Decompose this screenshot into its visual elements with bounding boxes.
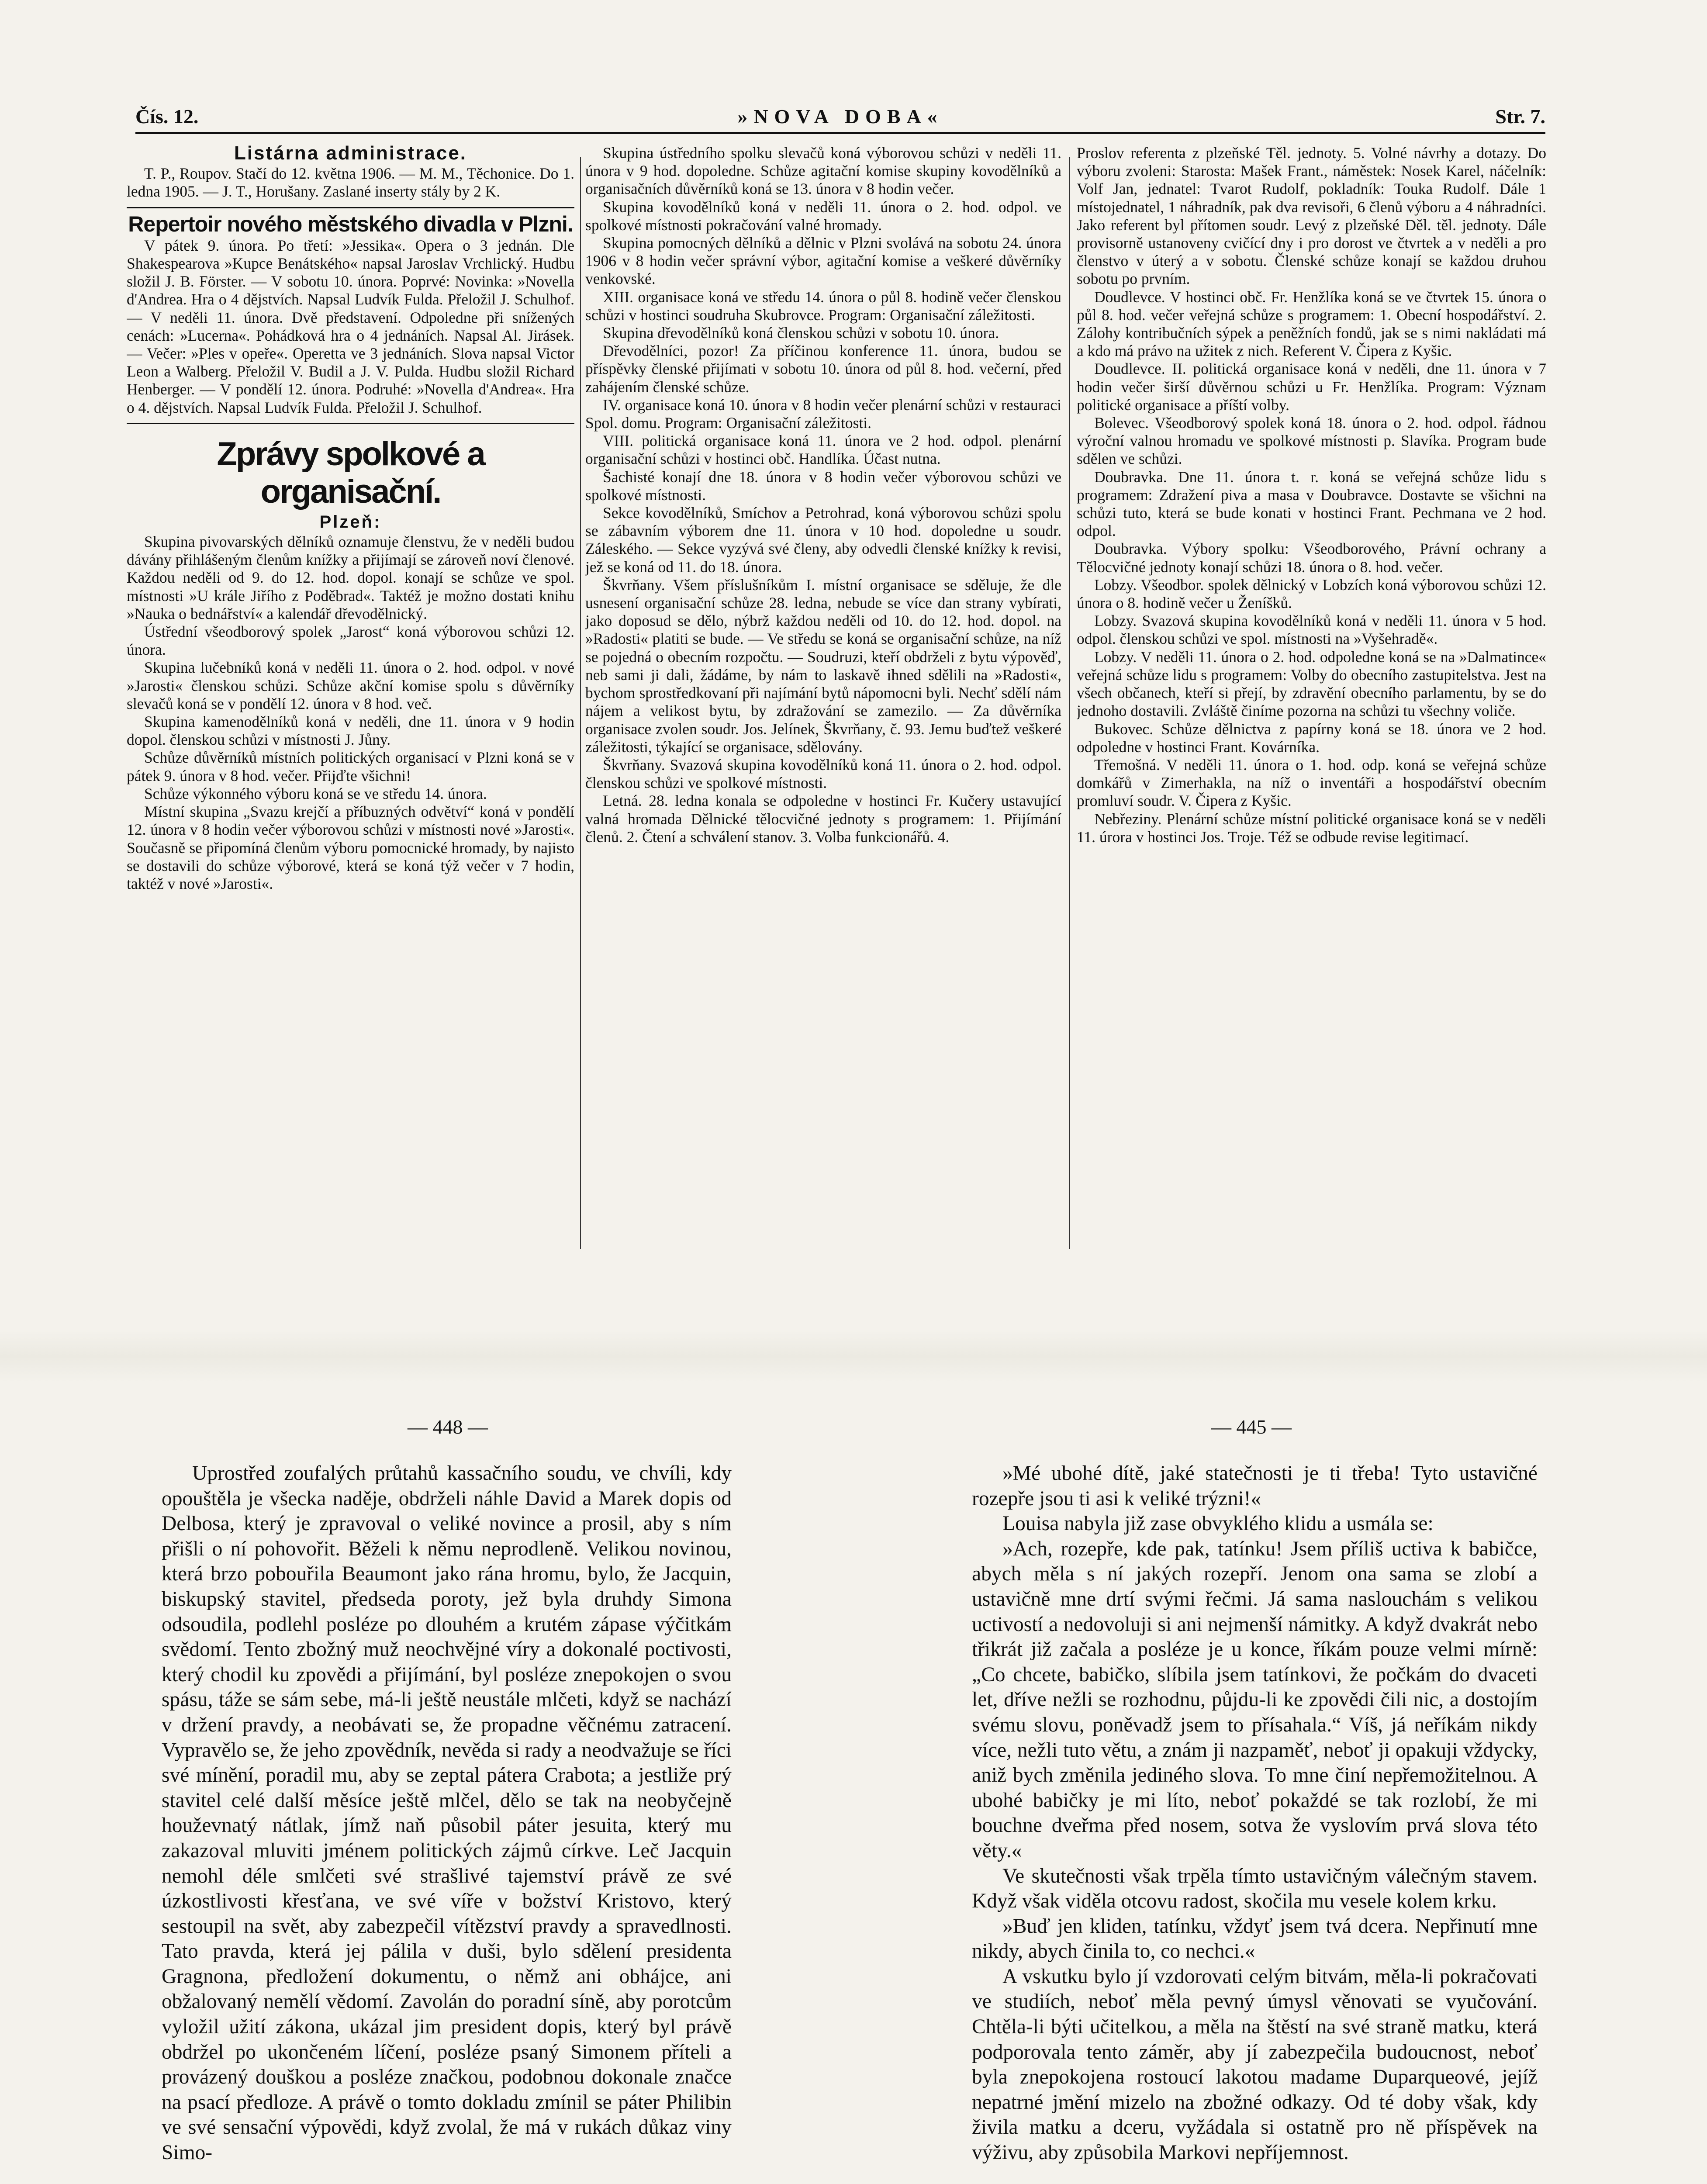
notice: Skupina kovodělníků koná v neděli 11. února o 2. hod. odpol. ve spolkové místnosti pokračování valné hromady. [585, 198, 1061, 234]
notice: Letná. 28. ledna konala se odpoledne v hostinci Fr. Kučery ustavující valná hromada Dělnické tělocvičné jednoty s programem: 1. Přijímání členů. 2. Čtení a schválení stanov. 3. Volba funkcionářů. 4. [585, 792, 1061, 846]
novel-paragraph: A vskutku bylo jí vzdorovati celým bitvám, měla-li pokračovati ve studiích, neboť měla pevný úmysl věnovati se vyučování. Chtěla-li býti učitelkou, a měla na štěstí na své straně matku, která podporovala tento záměr, aby jí zabezpečila budoucnost, neboť byla znepokojena rostoucí lakotou madame Duparqueové, jejíž nepatrné jmění mizelo na zbožné odkazy. Od té doby však, kdy živila matku a dceru, vyžádala si ostatně pro ně příspěvek na výživu, aby způsobila Markovi nepříjemnost. [972, 1965, 1538, 2164]
notice: Skupina pivovarských dělníků oznamuje členstvu, že v neděli budou dávány přihlášeným členům knížky a přijímají se zároveň noví členové. Každou neděli od 9. do 12. hod. dopol. konají se schůze ve spol. místnosti »U krále Jiřího z Poděbrad«. Taktéž je možno dostati knihu »Nauka o bednářství« a kalendář dřevodělnický. [127, 533, 574, 622]
notice: Doubravka. Dne 11. února t. r. koná se veřejná schůze lidu s programem: Zdražení piva a masa v Doubravce. Dostavte se všichni na schůzi tuto, která se bude konati v hostinci Frant. Pechmana ve 2 hod. odpol. [1077, 468, 1546, 540]
notice: Doubravka. Výbory spolku: Všeodborového, Právní ochrany a Tělocvičné jednoty konají schůzi 18. února o 8. hod. večer. [1077, 540, 1546, 576]
notice: Lobzy. Všeodbor. spolek dělnický v Lobzích koná výborovou schůzi 12. února o 8. hodině večer u Ženíšků. [1077, 576, 1546, 612]
notice: Lobzy. Svazová skupina kovodělníků koná v neděli 11. února v 5 hod. odpol. členskou schůzi ve spol. místnosti na »Vyšehradě«. [1077, 612, 1546, 648]
column-divider [1069, 157, 1070, 1249]
notice: Doudlevce. V hostinci obč. Fr. Henžlíka koná se ve čtvrtek 15. února o půl 8. hod. večer veřejná schůze s programem: 1. Obecní hospodářství. 2. Zálohy kontribučních sýpek a peněžních fondů, jak se s nimi nakládati má a kdo má právo na užitek z nich. Referent V. Čipera z Kyšic. [1077, 288, 1546, 360]
novel-right-page [972, 1461, 1538, 2166]
repertoir-text: V pátek 9. února. Po třetí: »Jessika«. Opera o 3 jednán. Dle Shakespearova »Kupce Benátského« napsal Jaroslav Vrchlický. Hudbu složil J. B. Förster. — V sobotu 10. února. Poprvé: Novinka: »Novella d'Andrea. Hra o 4 dějstvích. Napsal Ludvík Fulda. Přeložil J. Schulhof. — V neděli 11. února. Dvě představení. Odpoledne při snížených cenách: »Lucerna«. Pohádková hra o 4 jednáních. Napsal Al. Jirásek. — Večer: »Ples v opeře«. Operetta ve 3 jednáních. Slova napsal Victor Leon a Walberg. Přeložil V. Budil a J. V. Pulda. Hudbu složil Richard Henberger. — V pondělí 12. února. Podruhé: »Novella d'Andrea«. Hra o 4. dějstvích. Napsal Ludvík Fulda. Přeložil J. Schulhof. [127, 236, 574, 416]
notice: Skupina kamenodělníků koná v neděli, dne 11. února v 9 hodin dopol. členskou schůzi v místnosti J. Jůny. [127, 713, 574, 749]
page-fold [0, 1330, 1707, 1382]
novel-paragraph: »Ach, rozepře, kde pak, tatínku! Jsem příliš uctiva k babičce, abych měla s ní jakých rozepří. Jenom ona sama se zlobí a ustavičně mne drtí svými řečmi. Já sama naslouchám s velikou uctivostí a nedovoluji si ani nejmenší námitky. A když dvakrát nebo třikrát již začala a posléze je u konce, říkám pouze velmi mírně: „Co chcete, babičko, slíbila jsem tatínkovi, že počkám do dvaceti let, dříve nežli se rozhodnu, půjdu-li ke zpovědi čili nic, a dostojím svému slovu, poněvadž jsem to přísahala.“ Víš, já neříkám nikdy více, nežli tuto větu, a znám ji nazpaměť, neboť ji opakuji vždycky, aniž bych změnila jediného slova. To mne činí nepřemožitelnou. A ubohé babičky je mi líto, neboť pokaždé se tak rozlobí, že mi bouchne dveřma před nosem, sotva že vyslovím prvá slova této věty.« [972, 1537, 1538, 1862]
column-3 [1077, 144, 1546, 1289]
notice: Skupina pomocných dělníků a dělnic v Plzni svolává na sobotu 24. února 1906 v 8 hodin večer správní výbor, agitační komise a veškeré důvěrníky venkovské. [585, 234, 1061, 288]
notice: Lobzy. V neděli 11. února o 2. hod. odpoledne koná se na »Dalmatince« veřejná schůze lidu s programem: Volby do obecního zastupitelstva. Jest na všech občanech, kteří si přejí, by zdravění obecního parlamentu, by se do jednoho dostavili. Zvláště činíme pozorna na schůzi tu všechny voliče. [1077, 648, 1546, 720]
novel-left-page [162, 1461, 732, 2166]
notice: Ústřední všeodborový spolek „Jarost“ koná výborovou schůzi 12. února. [127, 623, 574, 659]
novel-paragraph: Ve skutečnosti však trpěla tímto ustavičným válečným stavem. Když však viděla otcovu radost, skočila mu vesele kolem krku. [972, 1864, 1538, 1913]
notice: Sekce kovodělníků, Smíchov a Petrohrad, koná výborovou schůzi spolu se zábavním výborem dne 11. února v 10 hod. dopoledne u soudr. Záleského. — Sekce vyzývá své členy, aby odvedli členské knížky k revisi, jež se koná od 11. do 18. února. [585, 504, 1061, 576]
supplement-page-number-right: — 445 — [1211, 1416, 1292, 1438]
column-divider [580, 157, 581, 1249]
notice: Schůze důvěrníků místních politických organisací v Plzni koná se v pátek 9. února v 8 hod. večer. Přijďte všichni! [127, 749, 574, 784]
novel-paragraph: Louisa nabyla již zase obvyklého klidu a usmála se: [1002, 1512, 1434, 1535]
column-2 [585, 144, 1061, 1289]
notice: IV. organisace koná 10. února v 8 hodin večer plenární schůzi v restauraci Spol. domu. Program: Organisační záležitosti. [585, 396, 1061, 432]
notice: Šachisté konají dne 18. února v 8 hodin večer výborovou schůzi ve spolkové místnosti. [585, 468, 1061, 504]
plzen-heading: Plzeň: [319, 512, 382, 532]
section-rule [127, 207, 574, 208]
column-1 [127, 144, 574, 1289]
novel-paragraph: »Buď jen kliden, tatínku, vždyť jsem tvá dcera. Nepřinutí mne nikdy, abych činila to, co nechci.« [972, 1914, 1538, 1963]
page-header [135, 105, 1545, 135]
notice: Dřevodělníci, pozor! Za příčinou konference 11. února, budou se příspěvky členské přijímati v sobotu 10. února od půl 8. hod. večerní, před zahájením členské schůze. [585, 342, 1061, 396]
notice: Schůze výkonného výboru koná se ve středu 14. února. [144, 784, 487, 802]
notice: Bolevec. Všeodborový spolek koná 18. února o 2. hod. odpol. řádnou výroční valnou hromadu ve spolkové místnosti p. Slavíka. Program bude sdělen ve schůzi. [1077, 414, 1546, 468]
page-number-top: Str. 7. [1495, 105, 1545, 128]
notice: Proslov referenta z plzeňské Těl. jednoty. 5. Volné návrhy a dotazy. Do výboru zvoleni: Starosta: Mašek Frant., náměstek: Nosek Karel, náčelník: Volf Jan, jednatel: Tvarot Rudolf, pokladník: Touka Rudolf. Dále 1 místojednatel, 1 náhradník, pak dva revisoři, 6 členů výboru a 4 náhradníci. Jako referent byl přítomen soudr. Levý z plzeňské Děl. těl. jednoty. Dále provisorně ustanoveny cvičící dny i pro dorost ve čtvrtek a v neděli a pro členstvo v úterý a v sobotu. Členské schůze konají se každou druhou sobotu po prvním. [1077, 144, 1546, 288]
notice: Nebřeziny. Plenární schůze místní politické organisace koná se v neděli 11. úrora v hostinci Jos. Troje. Též se odbude revise legitimací. [1077, 810, 1546, 846]
listarna-text: T. P., Roupov. Stačí do 12. května 1906. — M. M., Těchonice. Do 1. ledna 1905. — J. T., Horušany. Zaslané inserty stály by 2 K. [127, 165, 574, 200]
section-rule [127, 423, 574, 424]
issue-number: Čís. 12. [135, 105, 199, 128]
listarna-heading: Listárna administrace. [234, 144, 467, 164]
notice: Skupina lučebníků koná v neděli 11. února o 2. hod. odpol. v nové »Jarosti« členskou schůzi. Schůze akční komise spolu s důvěrníky slevačů koná se v pondělí 12. února v 8 hod. več. [127, 659, 574, 712]
notice: Doudlevce. II. politická organisace koná v neděli, dne 11. února v 7 hodin večer širší důvěrnou schůzi u Fr. Henžlíka. Program: Význam politické organisace a příští volby. [1077, 360, 1546, 414]
header-rule [135, 132, 1545, 134]
masthead: »NOVA DOBA« [737, 105, 943, 128]
notice: Třemošná. V neděli 11. února o 1. hod. odp. koná se veřejná schůze domkářů v Zimerhakla, na níž o inventáři a hospodářství obecním promluví soudr. V. Čipera z Kyšic. [1077, 756, 1546, 810]
repertoir-heading: Repertoir nového městského divadla v Plzni. [128, 211, 573, 236]
notice: Škvrňany. Všem příslušníkům I. místní organisace se sděluje, že dle usnesení organisační schůze 28. ledna, nebude se více dan strany vybírati, jako doposud se dělo, nýbrž každou neděli od 10. do 12. hod. dopol. na »Radosti« platiti se bude. — Ve středu se koná se organisační schůze, na níž se pojedná o obecním rozpočtu. — Soudruzi, kteří obdrželi z bytu výpověď, neb sami ji dali, žádáme, by nám to laskavě ihned sdělili na »Radosti«, bychom sprostředkovaní při najímání bytů nápomocni byli. Nechť sdělí nám nájem a velikost bytu, by zdražování se zamezilo. — Za důvěrníka organisace zvolen soudr. Jos. Jelínek, Škvrňany, č. 93. Jemu buďtež veškeré záležitosti, týkající se organisace, sdělovány. [585, 576, 1061, 756]
notice: Bukovec. Schůze dělnictva z papírny koná se 18. února ve 2 hod. odpoledne v hostinci Frant. Kovárníka. [1077, 720, 1546, 756]
zpravy-heading: Zprávy spolkové a organisační. [217, 435, 484, 510]
novel-paragraph: »Mé ubohé dítě, jaké statečnosti je ti třeba! Tyto ustavičné rozepře jsou ti asi k veliké trýzni!« [972, 1462, 1538, 1510]
supplement-page-number-left: — 448 — [408, 1416, 488, 1438]
notice: Místní skupina „Svazu krejčí a příbuzných odvětví“ koná v pondělí 12. února v 8 hodin večer výborovou schůzi v místnosti nové »Jarosti«. Současně se připomíná členům výboru pomocnické hromady, by najisto se dostavili do schůze výborové, která se koná týž večer v 7 hodin, taktéž v nové »Jarosti«. [127, 803, 574, 892]
notice: Skupina ústředního spolku slevačů koná výborovou schůzi v neděli 11. února v 9 hod. dopoledne. Schůze agitační komise skupiny kovodělníků a organisačních důvěrníků koná se 13. února v 8 hodin večer. [585, 144, 1061, 198]
novel-paragraph: Uprostřed zoufalých průtahů kassačního soudu, ve chvíli, kdy opouštěla je všecka naděje, obdrželi náhle David a Marek dopis od Delbosa, který je zpravoval o veliké novince a prosil, aby s ním přišli o ní pohovořit. Běželi k němu neprodleně. Velikou novinou, která brzo pobouřila Beaumont jako rána hromu, bylo, že Jacquin, biskupský stavitel, předseda poroty, jež byla druhdy Simona odsoudila, podlehl posléze po dlouhém a krutém zápase výčitkám svědomí. Tento zbožný muž neochvějné víry a dokonalé poctivosti, který chodil ku zpovědi a přijímání, byl posléze znepokojen o svou spásu, táže se sám sebe, má-li ještě neustále mlčeti, když se nachází v držení pravdy, a neobávati se, že propadne věčnému zatracení. Vypravělo se, že jeho zpovědník, nevěda si rady a neodvažuje se říci své mínění, poradil mu, aby se zeptal pátera Crabota; a jestliže prý stavitel celé další měsíce ještě mlčel, dělo se tak na neobyčejně houževnatý nátlak, jímž naň působil páter jesuita, který mu zakazoval mluviti jménem politických zájmů církve. Leč Jacquin nemohl déle smlčeti své strašlivé tajemství právě ze své úzkostlivosti křesťana, ve své víře v božství Kristovo, který sestoupil na svět, aby zabezpečil vítězství pravdy a spravedlnosti. Tato pravda, která jej pálila v duši, bylo sdělení presidenta Gragnona, předložení dokumentu, o němž ani obhájce, ani obžalovaný nemělí vědomí. Zavolán do poradní síně, aby porotcům vyložil užití zákona, ukázal jim president dopis, který byl právě obdržel po ukončeném líčení, posléze psaný Simonem příteli a provázený douškou a posléze značkou, podobnou dokonale značce na psací předloze. A právě o tomto dokladu zmínil se páter Philibin ve své sensační výpovědi, když zvolal, že má v rukách důkaz viny Simo- [162, 1462, 732, 2164]
notice: Skupina dřevodělníků koná členskou schůzi v sobotu 10. února. [603, 324, 999, 342]
notice: XIII. organisace koná ve středu 14. února o půl 8. hodině večer členskou schůzi v hostinci soudruha Skubrovce. Program: Organisační záležitosti. [585, 288, 1061, 324]
notice: Škvrňany. Svazová skupina kovodělníků koná 11. února o 2. hod. odpol. členskou schůzi ve spolkové místnosti. [585, 756, 1061, 792]
notice: VIII. politická organisace koná 11. února ve 2 hod. odpol. plenární organisační schůzi v hostinci obč. Handlíka. Účast nutna. [585, 432, 1061, 468]
